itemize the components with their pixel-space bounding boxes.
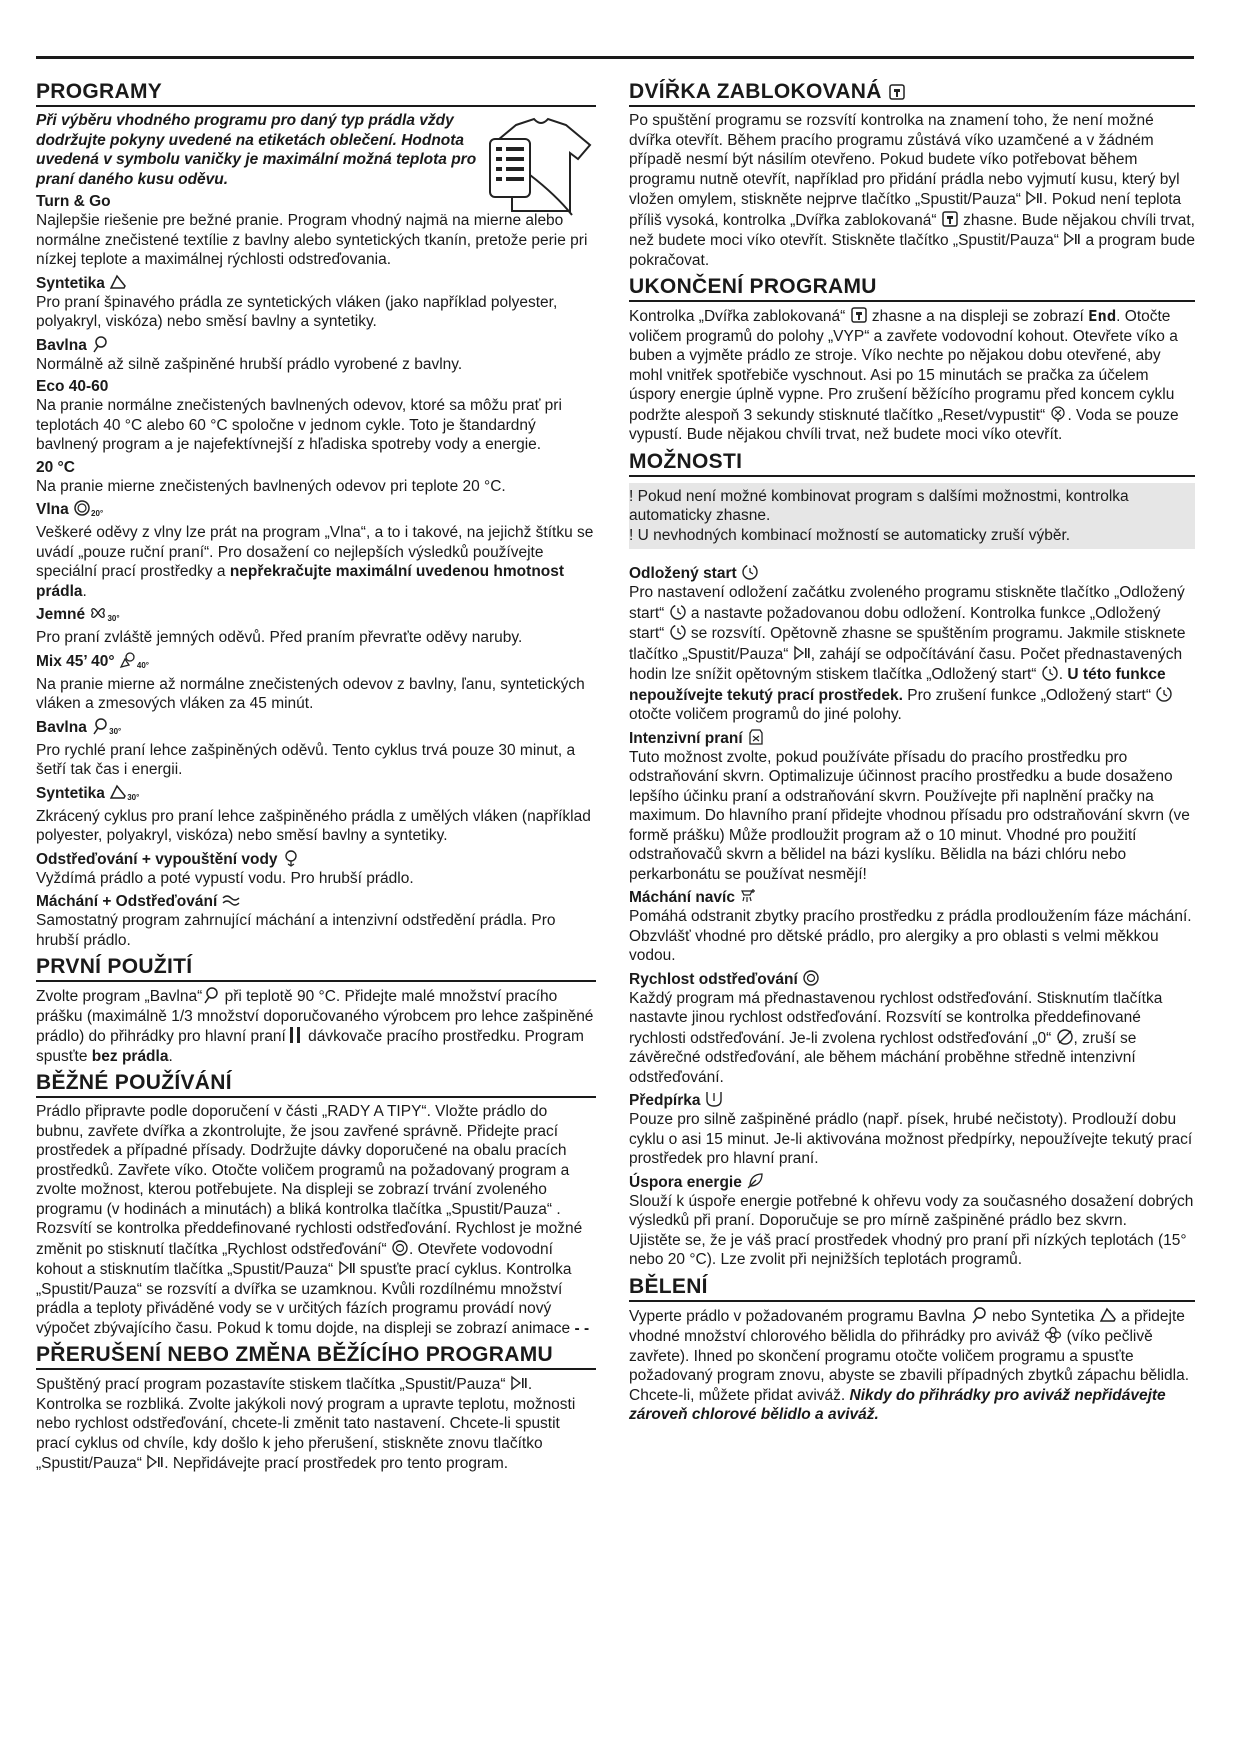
prvni-text-bold: bez prádla (91, 1047, 169, 1065)
display-end: End (1088, 307, 1117, 325)
program-syntetika30-text: Zkrácený cyklus pro praní lehce zašpiněného prádla z umělých vláken (například polyester, polyakryl, viskóza) nebo směsí bavlny a syntetiky. (36, 807, 591, 844)
program-eco-text: Na pranie normálne znečistených bavlnených odevov, ktoré sa môžu prať pri teplotách 40 °C alebo 60 °C spoločne v jednom cykle. Toto je štandardný bavlnený program a je najefektívnejší z hľadiska spotreby vody a energie. (36, 397, 562, 453)
option-predpirka-label: Předpírka (629, 1092, 701, 1109)
program-jemne-title (36, 604, 596, 628)
section-title-dvirka (629, 80, 1195, 107)
dvirka-text-4: a program bude pokračovat. (629, 232, 1195, 269)
section-dvirka (629, 80, 1195, 270)
bezne-pouzivani-text (36, 1102, 596, 1338)
moznosti-note-box (629, 483, 1195, 550)
section-beleni (629, 1275, 1195, 1425)
synthetics-icon (109, 273, 127, 291)
option-intenzivni-prani-title (629, 728, 1195, 748)
no-spin-icon (1056, 1028, 1074, 1046)
section-title-prvni-pouziti: PRVNÍ POUŽITÍ (36, 955, 596, 982)
program-odstredovani-title (36, 849, 596, 869)
synthetics-quick-icon (109, 783, 127, 801)
program-jemne-text: Pro praní zvláště jemných oděvů. Před praním převraťte oděvy naruby. (36, 629, 523, 646)
ro-text-1: Každý program má přednastavenou rychlost odstřeďování. Stisknutím tlačítka nastavte jinou rychlost odstřeďování. Rozsvítí se kontrolka předdefinované rychlosti odstřeďování. Je-li zvolena rychlost odstřeďování „0“ (629, 989, 1163, 1047)
preruseni-text-2: . Kontrolka se rozbliká. Zvolte jakýkoli nový program a upravte teplotu, možnosti nebo rychlost odstřeďování, chcete-li změnit tato nastavení. Chcete-li spustit prací cyklus od chvíle, kdy došlo k jeho přerušení, stiskněte znovu tlačítko „Spustit/Pauza“ (36, 1376, 576, 1472)
option-odlozeny-start-label: Odložený start (629, 565, 737, 582)
prvni-text-1: Zvolte program „Bavlna“ (36, 988, 203, 1005)
odl-text-2: a nastavte požadovanou dobu odložení. Kontrolka funkce „Odložený start“ (629, 604, 1161, 642)
program-jemne-label: Jemné (36, 606, 86, 623)
option-machani-navic-label: Máchání navíc (629, 889, 735, 906)
start-pause-icon (1025, 189, 1043, 207)
option-rychlost-text (629, 989, 1195, 1088)
option-uspora-energie-text-2: Ujistěte se, že je váš prací prostředek vhodný pro praní při nízkých teplotách (15° nebo 20 °C). Lze zvolit při nejnižších teplotách programů. (629, 1231, 1187, 1268)
program-odstredovani-text: Vyždímá prádlo a poté vypustí vodu. Pro hrubší prádlo. (36, 869, 414, 887)
prvni-pouziti-text (36, 986, 596, 1066)
preruseni-text-1: Spuštěný prací program pozastavíte stiskem tlačítka „Spustit/Pauza“ (36, 1376, 506, 1393)
beleni-text-4: (víko pečlivě zavřete). Ihned po skončení programu otočte voličem programu a spusťte požadovaný program znovu, abyste se zbavili případných zbytků zápachu bělidla. Chcete-li, můžete přidat aviváž. (629, 1328, 1190, 1404)
ukonceni-text (629, 306, 1195, 445)
program-bavlna-text: Normálně až silně zašpiněné hrubší prádlo vyrobené z bavlny. (36, 355, 463, 373)
program-vlna-temp: 20° (91, 509, 104, 518)
cotton-icon (91, 335, 109, 353)
section-programy (36, 80, 596, 950)
option-uspora-energie-title (629, 1172, 1195, 1192)
odl-text-3: se rozsvítí. Opětovně zhasne se spuštěním programu. Jakmile stisknete tlačítko „Spustit/Pauza“ (629, 625, 1186, 663)
section-preruseni (36, 1343, 596, 1474)
program-bavlna30-label: Bavlna (36, 718, 87, 736)
program-syntetika-label: Syntetika (36, 274, 105, 292)
section-title-preruseni: PŘERUŠENÍ NEBO ZMĚNA BĚŽÍCÍHO PROGRAMU (36, 1343, 596, 1370)
spin-speed-icon (391, 1239, 409, 1257)
preruseni-text (36, 1374, 596, 1474)
program-eco-title: Eco 40-60 (36, 378, 109, 395)
section-title-beleni: BĚLENÍ (629, 1275, 1195, 1302)
option-machani-navic-title (629, 887, 1195, 907)
spin-speed-icon (802, 969, 820, 987)
ro-text-2: , zruší se závěrečné odstřeďování, ale během máchání proběhne středně intenzivní odstřeďování. (629, 1029, 1137, 1086)
section-ukonceni (629, 275, 1195, 445)
program-vlna-text-main: Veškeré oděvy z vlny lze prát na program „Vlna“, a to i takové, na jejichž štítku se uvádí „pouze ruční praní“. Pro dosažení co nejlepších výsledků používejte speciální prací prostředky a (36, 524, 594, 580)
programy-intro (36, 111, 596, 189)
option-rychlost-title (629, 969, 1195, 989)
program-vlna-text (36, 523, 596, 601)
option-rychlost-label: Rychlost odstřeďování (629, 970, 798, 988)
program-jemne-temp: 30° (107, 614, 120, 623)
section-title-bezne-pouzivani: BĚŽNÉ POUŽÍVÁNÍ (36, 1071, 596, 1098)
delay-start-icon (669, 603, 687, 621)
odl-text-4: , zahájí se odpočítávání času. Počet přednastavených hodin lze snížit opětovným stiskem tlačítka „Odložený start“ (629, 645, 1183, 683)
softener-flower-icon (1044, 1326, 1062, 1344)
delay-start-icon (1155, 685, 1173, 703)
program-syntetika-text: Pro praní špinavého prádla ze syntetických vláken (jako například polyester, polyakryl, viskóza) nebo směsí bavlny a syntetiky. (36, 293, 558, 330)
ukonceni-text-1: Kontrolka „Dvířka zablokovaná“ (629, 308, 846, 325)
section-title-ukonceni: UKONČENÍ PROGRAMU (629, 275, 1195, 302)
program-turn-go-title: Turn & Go (36, 193, 111, 210)
start-pause-icon (793, 644, 811, 662)
door-lock-icon (888, 83, 906, 101)
program-vlna-text-end: . (82, 582, 87, 600)
program-odstredovani-label: Odstřeďování + vypouštění vody (36, 850, 278, 868)
program-syntetika-title (36, 273, 596, 293)
program-20c-text: Na pranie mierne znečistených bavlnených odevov pri teplote 20 °C. (36, 477, 506, 495)
program-20c-title: 20 °C (36, 458, 75, 476)
delay-start-icon (669, 623, 687, 641)
spin-drain-icon (282, 849, 300, 867)
cotton-icon (970, 1306, 988, 1324)
program-machani-label: Máchání + Odstřeďování (36, 893, 218, 910)
dvirka-text-1: Po spuštění programu se rozsvítí kontrolka na znamení toho, že není možné dvířka otevřít. Během pracího programu zůstává víko uzamčené a v žádném případě nesmí být násilím otevřeno. Pokud budete víko potřebovat během programu nutně otevřít, například pro přidání prádla nebo vyjmutí kusu, který byl vložen omylem, stiskněte nejprve tlačítko „Spustit/Pauza“ (629, 112, 1180, 208)
top-rule (36, 56, 1194, 59)
program-bavlna-label: Bavlna (36, 336, 87, 354)
cotton-icon (202, 986, 220, 1004)
left-column (36, 80, 596, 1479)
program-vlna-text-bold: nepřekračujte maximální uvedenou hmotnost prádla (36, 563, 565, 600)
mix-icon (119, 651, 137, 669)
option-uspora-energie-text-1: Slouží k úspoře energie potřebné k ohřevu vody za současného dosažení dobrých výsledků při praní. Doporučuje se pro mírně zašpiněné prádlo bez skvrn. (629, 1192, 1194, 1229)
door-lock-icon (850, 306, 868, 324)
prvni-text-2: při teplotě 90 °C. Přidejte malé množství pracího prášku (maximálně 1/3 množství doporučovaného výrobcem pro lehce zašpiněné prádlo) do přihrádky pro hlavní praní (36, 988, 594, 1045)
prewash-icon (705, 1090, 723, 1108)
program-vlna-title (36, 499, 596, 523)
rinse-spin-icon (222, 891, 240, 909)
display-animation: - - (574, 1319, 590, 1337)
eco-energy-icon (746, 1172, 764, 1190)
ukonceni-text-2: zhasne a na displeji se zobrazí (867, 308, 1084, 325)
delay-start-icon (741, 563, 759, 581)
beleni-text (629, 1306, 1195, 1425)
start-pause-icon (338, 1259, 356, 1277)
program-bavlna30-text: Pro rychlé praní lehce zašpiněných oděvů. Tento cyklus trvá pouze 30 minut, a šetří tak čas i energii. (36, 741, 576, 778)
tshirt-label-icon (486, 115, 596, 219)
section-title-moznosti: MOŽNOSTI (629, 450, 1195, 477)
program-syntetika30-label: Syntetika (36, 784, 105, 802)
program-mix-label: Mix 45’ 40° (36, 652, 115, 670)
dvirka-text-3: zhasne. Bude nějakou chvíli trvat, než budete moci víko otevřít. Stiskněte tlačítko „Spustit/Pauza“ (629, 211, 1195, 249)
section-prvni-pouziti (36, 955, 596, 1066)
bezne-text-1: Prádlo připravte podle doporučení v části „RADY A TIPY“. Vložte prádlo do bubnu, zavřete dvířka a zkontrolujte, že jsou zavřené správně. Přidejte prací prostředek a případné přísady. Dodržujte dávky doporučené na obalu pracích prostředků. Zavřete víko. Otočte voličem programů na požadovaný program a zvolte možnost, kterou potřebujete. Na displeji se zobrazí trvání zvoleného programu (v hodinách a minutách) a bliká kontrolka tlačítka „Spustit/Pauza“ . Rozsvítí se kontrolka předdefinované rychlosti odstřeďování. Rychlost je možné změnit po stisknutí tlačítka „Rychlost odstřeďování“ (36, 1103, 583, 1258)
beleni-text-2: nebo Syntetika (987, 1307, 1095, 1325)
program-turn-go-text: Najlepšie riešenie pre bežné pranie. Program vhodný najmä na mierne alebo normálne znečistené textílie z bavlny alebo syntetických tkanín, pretože perie pri nízkej teplote a maximálnej rýchlosti odstreďovania. (36, 212, 588, 268)
bezne-text-3: spusťte prací cyklus. Kontrolka „Spustit/Pauza“ se rozsvítí a dvířka se uzamknou. Kvůli rozdílnému množství prádla a teploty přiváděné vody se v určitých fázích programu provádí nový výpočet zbývajícího času. Pokud k tomu dojde, na displeji se zobrazí animace (36, 1261, 572, 1337)
intensive-wash-icon (747, 728, 765, 746)
program-mix-title (36, 651, 596, 675)
right-column (629, 80, 1195, 1430)
option-uspora-energie-label: Úspora energie (629, 1173, 742, 1191)
program-syntetika30-title (36, 783, 596, 807)
option-odlozeny-start-text (629, 583, 1195, 725)
delicates-icon (89, 604, 107, 622)
section-title-programy: PROGRAMY (36, 80, 596, 107)
program-machani-text: Samostatný program zahrnující máchání a intenzivní odstředění prádla. Pro hrubší prádlo. (36, 912, 556, 949)
option-intenzivni-prani-text: Tuto možnost zvolte, pokud používáte přísadu do pracího prostředku pro odstraňování skvrn. Optimalizuje účinnost pracího prostředku a bude dosaženo lepšího účinku praní a odstraňování skvrn. Používejte při naplnění pračky na maximum. Do hlavního praní přidejte vhodnou přísadu pro odstraňování skvrn (ve formě prášku) Může prodloužit program až o 10 minut. Vhodné pro použití odstraňovačů skvrn a bělidel na bázi kyslíku. Bělidla na bázi chlóru nebo perkarbonátu se používat nesmějí! (629, 748, 1190, 883)
program-machani-title (36, 891, 596, 911)
option-intenzivni-prani-label: Intenzivní praní (629, 729, 743, 747)
section-bezne-pouzivani (36, 1071, 596, 1338)
option-machani-navic-text: Pomáhá odstranit zbytky pracího prostředku z prádla prodloužením fáze máchání. Obzvlášť vhodné pro dětské prádlo, pro alergiky a pro oblasti s velmi měkkou vodou. (629, 908, 1192, 964)
dvirka-text-2: . Pokud není teplota příliš vysoká, kontrolka „Dvířka zablokovaná“ (629, 191, 1182, 229)
program-mix-temp: 40° (136, 660, 150, 670)
odl-text-1: Pro nastavení odložení začátku zvoleného programu stiskněte tlačítko „Odložený start“ (629, 584, 1185, 622)
odl-text-5: . (1058, 666, 1068, 683)
start-pause-icon (1063, 230, 1081, 248)
main-wash-compartment-icon (286, 1026, 304, 1044)
section-moznosti (629, 450, 1195, 1270)
extra-rinse-icon (739, 887, 757, 905)
prvni-text-end: . (168, 1047, 173, 1065)
program-bavlna30-title (36, 717, 596, 741)
prvni-text-3: dávkovače pracího prostředku. Program spusťte (36, 1028, 584, 1065)
option-predpirka-text: Pouze pro silně zašpiněné prádlo (např. písek, hrubé nečistoty). Prodlouží dobu cyklu o asi 15 minut. Je-li aktivována možnost předpírky, nepoužívejte tekutý prací prostředek pro hlavní praní. (629, 1111, 1193, 1167)
odl-text-7: otočte voličem programů do jiné polohy. (629, 706, 902, 723)
moznosti-note-2: ! U nevhodných kombinací možností se automaticky zruší výběr. (629, 526, 1071, 544)
program-syntetika30-temp: 30° (127, 792, 140, 802)
odl-text-6: Pro zrušení funkce „Odložený start“ (902, 686, 1152, 704)
program-vlna-label: Vlna (36, 501, 69, 518)
ukonceni-text-3: . Otočte voličem programů do polohy „VYP“ a zavřete vodovodní kohout. Otevřete víko a buben a vyjměte prádlo ze stroje. Víko nechte po nějakou dobu otevřené, aby mohl vnitřek spotřebiče vyschnout. Asi po 15 minutách se pračka za účelem úspory energie úplně vypne. Pro zrušení běžícího programu před koncem cyklu podržte alespoň 3 sekundy stisknuté tlačítko „Reset/vypustit“ (629, 308, 1178, 424)
beleni-text-1: Vyperte prádlo v požadovaném programu Bavlna (629, 1307, 966, 1325)
odl-text-bold: U této funkce nepoužívejte tekutý prací prostředek. (629, 666, 1166, 704)
moznosti-note-1: ! Pokud není možné kombinovat program s dalšími možnostmi, kontrolka automaticky zhasne. (629, 487, 1129, 524)
reset-drain-icon (1049, 405, 1067, 423)
delay-start-icon (1041, 664, 1059, 682)
programy-intro-text: Při výběru vhodného programu pro daný typ prádla vždy dodržujte pokyny uvedené na etiketách oblečení. Hodnota uvedená v symbolu vaničky je maximální možná teplota pro praní daného kusu oděvu. (36, 112, 477, 188)
program-mix-text: Na pranie mierne až normálne znečistených odevov z bavlny, ľanu, syntetických vláken a zmesových vláken za 45 minút. (36, 675, 585, 712)
program-bavlna30-temp: 30° (109, 726, 122, 736)
start-pause-icon (510, 1374, 528, 1392)
preruseni-text-3: . Nepřidávejte prací prostředek pro tento program. (164, 1455, 509, 1472)
beleni-text-3: a přidejte vhodné množství chlorového bělidla do přihrádky pro aviváž (629, 1307, 1185, 1345)
option-odlozeny-start-title (629, 563, 1195, 583)
dvirka-text (629, 111, 1195, 270)
option-predpirka-title (629, 1090, 1195, 1110)
wool-icon (73, 499, 91, 517)
beleni-text-bold: Nikdy do přihrádky pro aviváž nepřidávejte zároveň chlorové bělidlo a aviváž. (629, 1386, 1166, 1423)
start-pause-icon (146, 1453, 164, 1471)
door-lock-icon (941, 210, 959, 228)
synthetics-icon (1099, 1306, 1117, 1324)
ukonceni-text-4: . Voda se pouze vypustí. Bude nějakou chvíli trvat, než budete moci víko otevřít. (629, 406, 1179, 443)
bezne-text-2: . Otevřete vodovodní kohout a stisknutím tlačítka „Spustit/Pauza“ (36, 1240, 553, 1278)
section-title-dvirka-label: DVÍŘKA ZABLOKOVANÁ (629, 80, 882, 103)
cotton-quick-icon (91, 717, 109, 735)
program-bavlna-title (36, 335, 596, 355)
